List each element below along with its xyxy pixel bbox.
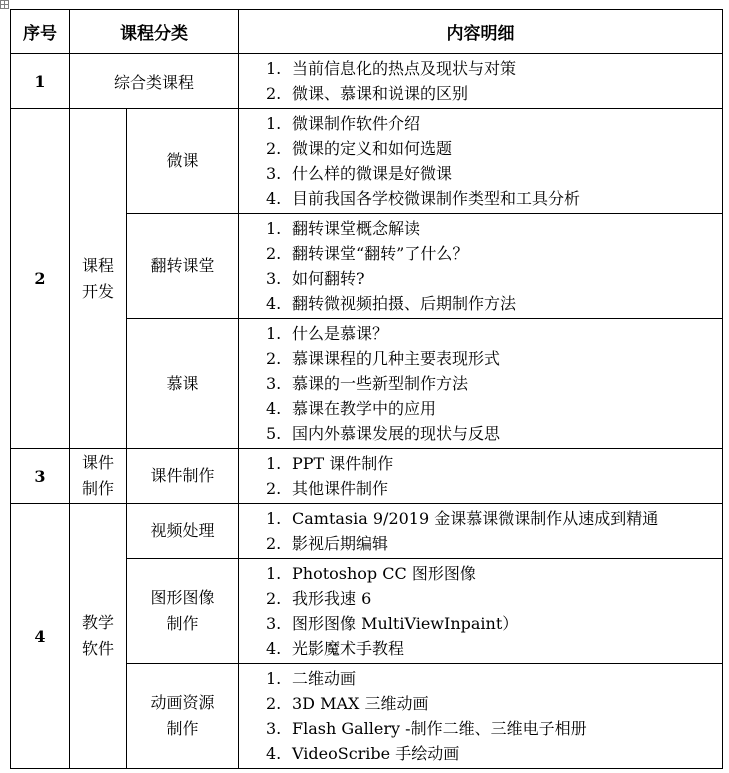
table-body bbox=[11, 54, 723, 769]
item-text: 我形我速 6 bbox=[292, 589, 372, 608]
subcategory-cell bbox=[127, 559, 239, 664]
item-text: 微课、慕课和说课的区别 bbox=[292, 84, 469, 103]
row-number: 4 bbox=[11, 504, 70, 769]
content-cell bbox=[239, 319, 723, 449]
item-text: 影视后期编辑 bbox=[292, 534, 389, 553]
subcategory-cell-line: 制作 bbox=[166, 614, 199, 633]
category-cell-line: 软件 bbox=[81, 639, 114, 658]
content-list bbox=[239, 109, 722, 213]
item-text: 光影魔术手教程 bbox=[292, 639, 405, 658]
item-text: 翻转微视频拍摄、后期制作方法 bbox=[292, 294, 517, 313]
content-cell bbox=[239, 664, 723, 769]
item-number: 1. bbox=[266, 454, 282, 473]
category-cell-line: 教学 bbox=[81, 613, 114, 632]
subcategory-cell bbox=[127, 449, 239, 504]
list-item bbox=[266, 216, 722, 241]
header-row bbox=[11, 10, 723, 54]
item-number: 1. bbox=[266, 114, 282, 133]
item-number: 4. bbox=[266, 744, 282, 763]
content-list bbox=[239, 504, 722, 558]
list-item bbox=[266, 561, 722, 586]
item-text: 什么是慕课？ bbox=[292, 324, 389, 343]
content-list bbox=[239, 664, 722, 768]
list-item bbox=[266, 716, 722, 741]
content-cell bbox=[239, 504, 723, 559]
table-row bbox=[11, 54, 723, 109]
content-cell bbox=[239, 449, 723, 504]
item-number: 3. bbox=[266, 374, 282, 393]
item-number: 1. bbox=[266, 564, 282, 583]
item-number: 4. bbox=[266, 294, 282, 313]
list-item bbox=[266, 81, 722, 106]
subcategory-cell-line: 动画资源 bbox=[150, 693, 215, 712]
item-number: 2. bbox=[266, 349, 282, 368]
list-item bbox=[266, 161, 722, 186]
item-text: 慕课的一些新型制作方法 bbox=[292, 374, 469, 393]
category-cell-line: 开发 bbox=[81, 281, 114, 301]
subcategory-cell bbox=[127, 319, 239, 449]
table-row bbox=[11, 449, 723, 504]
item-text: 微课的定义和如何选题 bbox=[292, 139, 453, 158]
row-number: 1 bbox=[11, 54, 70, 109]
category-cell-line: 课程 bbox=[81, 255, 114, 275]
list-item bbox=[266, 371, 722, 396]
subcategory-cell-line: 制作 bbox=[166, 719, 199, 738]
item-text: 二维动画 bbox=[292, 669, 357, 688]
item-text: 翻转课堂概念解读 bbox=[292, 219, 421, 238]
item-text: VideoScribe 手绘动画 bbox=[292, 744, 460, 763]
course-table bbox=[10, 9, 723, 769]
subcategory-cell-line: 图形图像 bbox=[150, 588, 215, 607]
subcategory-cell-line: 视频处理 bbox=[150, 521, 215, 540]
subcategory-cell bbox=[127, 214, 239, 319]
subcategory-cell-line: 课件制作 bbox=[150, 466, 215, 485]
item-number: 3. bbox=[266, 614, 282, 633]
content-list bbox=[239, 449, 722, 503]
item-number: 4. bbox=[266, 189, 282, 208]
item-number: 3. bbox=[266, 164, 282, 183]
item-number: 2. bbox=[266, 694, 282, 713]
item-number: 2. bbox=[266, 139, 282, 158]
item-text: 微课制作软件介绍 bbox=[292, 114, 421, 133]
category-cell-line: 制作 bbox=[81, 479, 114, 498]
list-item bbox=[266, 241, 722, 266]
list-item bbox=[266, 186, 722, 211]
category-cell: 综合类课程 bbox=[70, 54, 239, 109]
item-text: 慕课在教学中的应用 bbox=[292, 399, 437, 418]
item-text: PPT 课件制作 bbox=[292, 454, 394, 473]
list-item bbox=[266, 691, 722, 716]
list-item bbox=[266, 586, 722, 611]
subcategory-cell-line: 翻转课堂 bbox=[150, 256, 215, 275]
item-number: 3. bbox=[266, 719, 282, 738]
item-number: 1. bbox=[266, 509, 282, 528]
subcategory-cell bbox=[127, 664, 239, 769]
list-item bbox=[266, 291, 722, 316]
item-number: 3. bbox=[266, 269, 282, 288]
item-text: Flash Gallery -制作二维、三维电子相册 bbox=[292, 719, 587, 738]
content-list bbox=[239, 214, 722, 318]
list-item bbox=[266, 56, 722, 81]
header-content: 内容明细 bbox=[239, 10, 723, 54]
item-number: 1. bbox=[266, 324, 282, 343]
item-number: 4. bbox=[266, 639, 282, 658]
list-item bbox=[266, 666, 722, 691]
row-number: 3 bbox=[11, 449, 70, 504]
content-list bbox=[239, 319, 722, 448]
item-text: 如何翻转? bbox=[292, 269, 365, 288]
item-text: 慕课课程的几种主要表现形式 bbox=[292, 349, 501, 368]
subcategory-cell-line: 微课 bbox=[166, 151, 199, 170]
item-text: 国内外慕课发展的现状与反思 bbox=[292, 424, 501, 443]
item-number: 2. bbox=[266, 479, 282, 498]
content-cell bbox=[239, 214, 723, 319]
category-cell bbox=[70, 504, 127, 769]
list-item bbox=[266, 636, 722, 661]
list-item bbox=[266, 476, 722, 501]
list-item bbox=[266, 611, 722, 636]
item-number: 2. bbox=[266, 84, 282, 103]
item-text: 翻转课堂“翻转”了什么？ bbox=[292, 244, 469, 263]
item-number: 4. bbox=[266, 399, 282, 418]
list-item bbox=[266, 346, 722, 371]
item-text: 目前我国各学校微课制作类型和工具分析 bbox=[292, 189, 581, 208]
header-category: 课程分类 bbox=[70, 10, 239, 54]
item-text: 当前信息化的热点及现状与对策 bbox=[292, 59, 517, 78]
item-number: 1. bbox=[266, 219, 282, 238]
category-cell bbox=[70, 109, 127, 449]
list-item bbox=[266, 421, 722, 446]
subcategory-cell bbox=[127, 109, 239, 214]
content-cell bbox=[239, 109, 723, 214]
list-item bbox=[266, 136, 722, 161]
content-cell bbox=[239, 559, 723, 664]
item-text: Photoshop CC 图形图像 bbox=[292, 564, 476, 583]
subcategory-cell-line: 慕课 bbox=[166, 373, 199, 393]
list-item bbox=[266, 266, 722, 291]
list-item bbox=[266, 396, 722, 421]
item-number: 2. bbox=[266, 589, 282, 608]
list-item bbox=[266, 451, 722, 476]
category-cell bbox=[70, 449, 127, 504]
list-item bbox=[266, 506, 722, 531]
list-item bbox=[266, 531, 722, 556]
content-list bbox=[239, 54, 722, 108]
item-number: 2. bbox=[266, 244, 282, 263]
item-number: 1. bbox=[266, 669, 282, 688]
list-item bbox=[266, 741, 722, 766]
row-number: 2 bbox=[11, 109, 70, 449]
item-text: Camtasia 9/2019 金课慕课微课制作从速成到精通 bbox=[292, 509, 659, 528]
subcategory-cell bbox=[127, 504, 239, 559]
item-text: 图形图像 MultiViewInpaint） bbox=[292, 614, 519, 633]
table-row bbox=[11, 109, 723, 214]
header-number: 序号 bbox=[11, 10, 70, 54]
item-number: 1. bbox=[266, 59, 282, 78]
content-list bbox=[239, 559, 722, 663]
content-cell bbox=[239, 54, 723, 109]
item-text: 其他课件制作 bbox=[292, 479, 389, 498]
item-text: 3D MAX 三维动画 bbox=[292, 694, 429, 713]
item-text: 什么样的微课是好微课 bbox=[292, 164, 453, 183]
table-row bbox=[11, 504, 723, 559]
category-cell-line: 课件 bbox=[81, 453, 114, 472]
table-move-handle-icon[interactable] bbox=[0, 0, 9, 9]
list-item bbox=[266, 111, 722, 136]
list-item bbox=[266, 321, 722, 346]
item-number: 5. bbox=[266, 424, 282, 443]
item-number: 2. bbox=[266, 534, 282, 553]
